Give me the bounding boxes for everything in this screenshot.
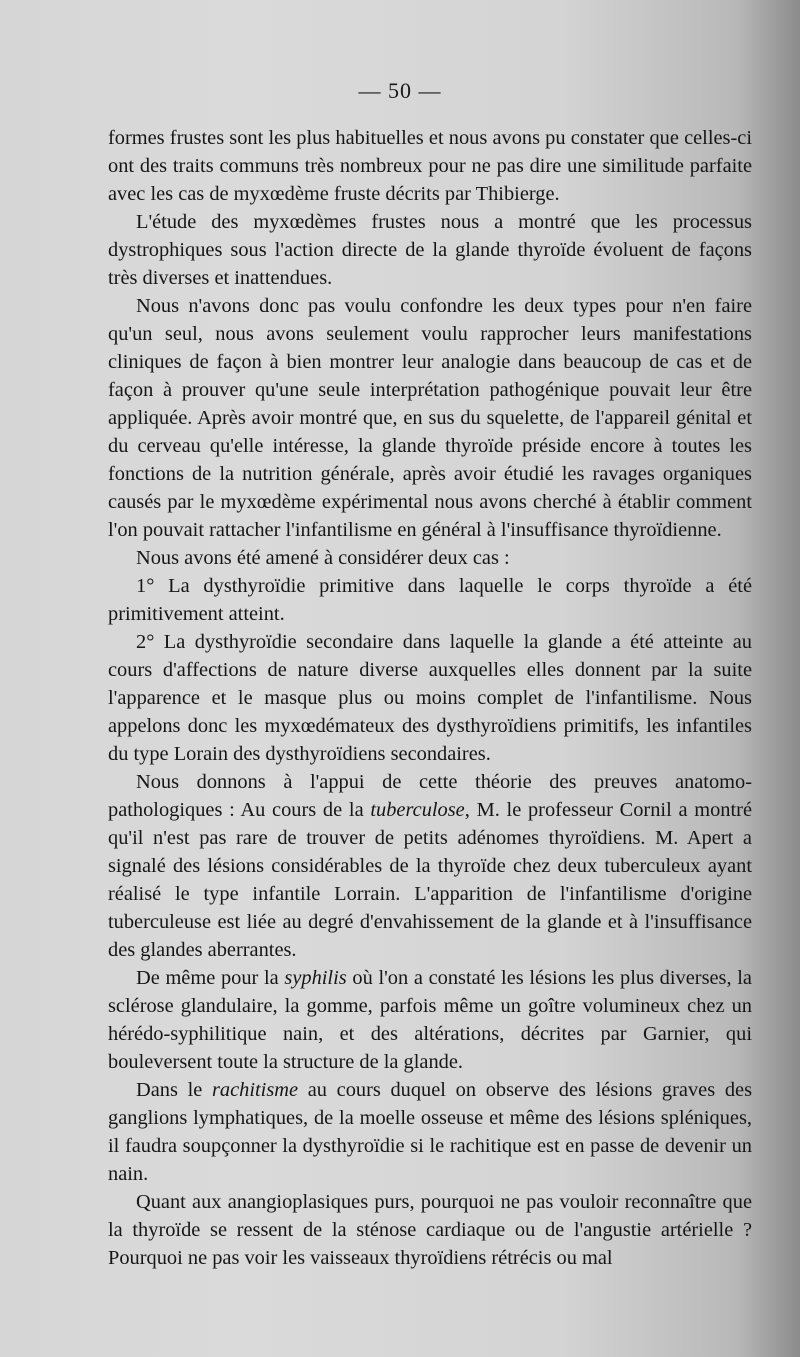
page-number: — 50 — <box>358 78 442 103</box>
italic-term: syphilis <box>284 967 347 989</box>
paragraph: De même pour la syphilis où l'on a constaté les lésions les plus diverses, la sclérose glandulaire, la gomme, parfois même un goître volumineux chez un hérédo-syphilitique nain, et des altérations, décrites par Garnier, qui bouleversent toute la structure de la glande. <box>108 967 752 1073</box>
italic-term: tuberculose <box>370 799 465 821</box>
paragraph: Dans le rachitisme au cours duquel on observe des lésions graves des ganglions lymphatiques, de la moelle osseuse et même des lésions spléniques, il faudra soupçonner la dysthyroïdie si le rachitique est en passe de devenir un nain. <box>108 1079 752 1185</box>
paragraph: L'étude des myxœdèmes frustes nous a montré que les processus dystrophiques sous l'action directe de la glande thyroïde évoluent de façons très diverses et inattendues. <box>108 211 752 289</box>
paragraph: Quant aux anangioplasiques purs, pourquoi ne pas vouloir reconnaître que la thyroïde se ressent de la sténose cardiaque ou de l'angustie artérielle ? Pourquoi ne pas voir les vaisseaux thyroïdiens rétrécis ou mal <box>108 1191 752 1269</box>
enumerated-item: 2° La dysthyroïdie secondaire dans laquelle la glande a été atteinte au cours d'affections de nature diverse auxquelles elles donnent par la suite l'apparence et le masque plus ou moins complet de l'infantilisme. Nous appelons donc les myxœdémateux des dysthyroïdiens primitifs, les infantiles du type Lorain des dysthyroïdiens secondaires. <box>108 631 752 765</box>
body-text <box>108 124 752 1272</box>
paragraph: Nous donnons à l'appui de cette théorie des preuves anatomo-pathologiques : Au cours de la tuberculose, M. le professeur Cornil a montré qu'il n'est pas rare de trouver de petits adénomes thyroïdiens. M. Apert a signalé des lésions considérables de la thyroïde chez deux tuberculeux ayant réalisé le type infantile Lorrain. L'apparition de l'infantilisme d'origine tuberculeuse est liée au degré d'envahissement de la glande et à l'insuffisance des glandes aberrantes. <box>108 771 752 961</box>
paragraph: Nous avons été amené à considérer deux cas : <box>136 547 510 569</box>
enumerated-item: 1° La dysthyroïdie primitive dans laquelle le corps thyroïde a été primitivement atteint. <box>108 575 752 625</box>
paragraph: Nous n'avons donc pas voulu confondre les deux types pour n'en faire qu'un seul, nous avons seulement voulu rapprocher leurs manifestations cliniques de façon à bien montrer leur analogie dans beaucoup de cas et de façon à prouver qu'une seule interprétation pathogénique pouvait leur être appliquée. Après avoir montré que, en sus du squelette, de l'appareil génital et du cerveau qu'elle intéresse, la glande thyroïde préside encore à toutes les fonctions de la nutrition générale, après avoir étudié les ravages organiques causés par le myxœdème expérimental nous avons cherché à établir comment l'on pouvait rattacher l'infantilisme en général à l'insuffisance thyroïdienne. <box>108 295 752 541</box>
italic-term: rachitisme <box>211 1079 299 1101</box>
paragraph: formes frustes sont les plus habituelles et nous avons pu constater que celles-ci ont des traits communs très nombreux pour ne pas dire une similitude parfaite avec les cas de myxœdème fruste décrits par Thibierge. <box>108 127 752 205</box>
